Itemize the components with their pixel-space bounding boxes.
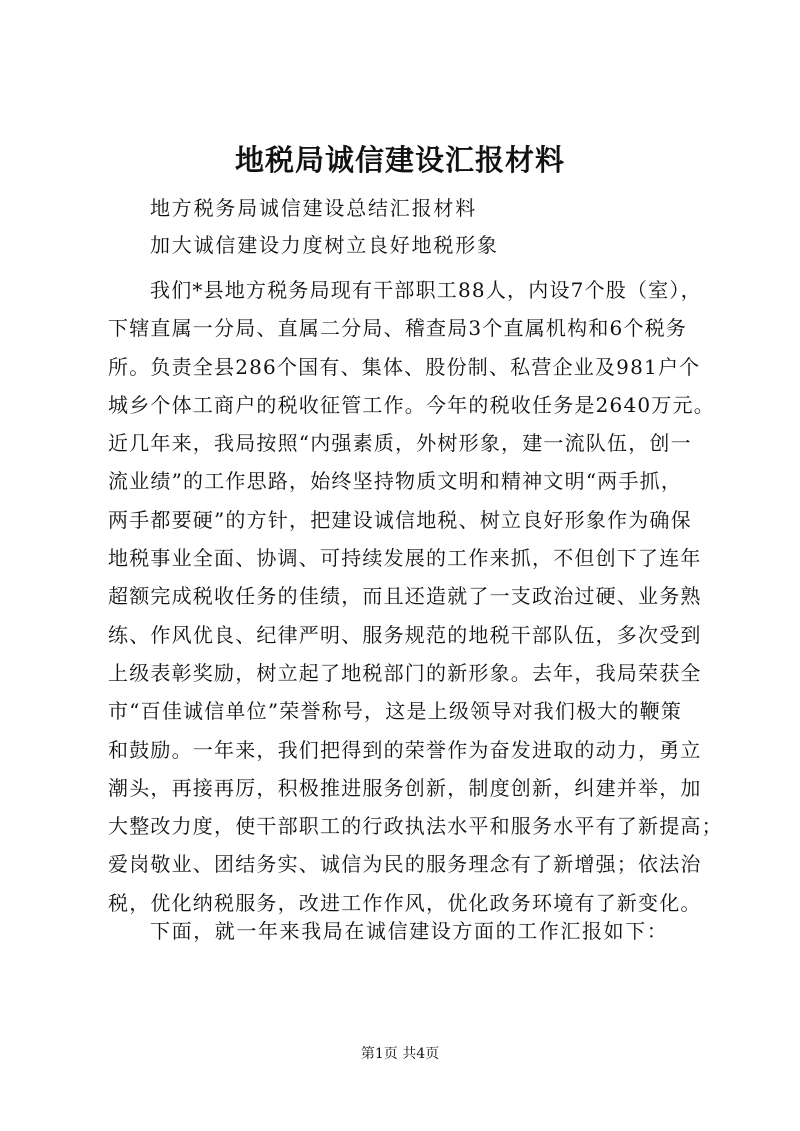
paragraph-line: 上级表彰奖励，树立起了地税部门的新形象。去年，我局荣获全 (108, 660, 702, 685)
page-footer: 第1页 共4页 (360, 1046, 440, 1062)
paragraph-line: 爱岗敬业、团结务实、诚信为民的服务理念有了新增强；依法治 (108, 852, 702, 877)
paragraph-line: 城乡个体工商户的税收征管工作。今年的税收任务是2640万元。 (108, 392, 715, 417)
paragraph-line: 大整改力度，使干部职工的行政执法水平和服务水平有了新提高； (108, 814, 723, 839)
paragraph-line: 流业绩”的工作思路，始终坚持物质文明和精神文明“两手抓， (108, 469, 683, 494)
subtitle-line: 加大诚信建设力度树立良好地税形象 (150, 233, 499, 257)
paragraph-line: 近几年来，我局按照“内强素质，外树形象，建一流队伍，创一 (108, 431, 692, 456)
paragraph-line: 下辖直属一分局、直属二分局、稽查局3个直属机构和6个税务 (108, 316, 688, 341)
paragraph-line: 地税事业全面、协调、可持续发展的工作来抓，不但创下了连年 (108, 546, 702, 571)
subtitle-line: 地方税务局诚信建设总结汇报材料 (150, 196, 477, 220)
paragraph-line: 两手都要硬”的方针，把建设诚信地税、树立良好形象作为确保 (108, 507, 692, 532)
closing-paragraph: 下面，就一年来我局在诚信建设方面的工作汇报如下： (150, 919, 669, 943)
paragraph-line: 我们*县地方税务局现有干部职工88人，内设7个股（室）， (150, 278, 702, 302)
paragraph-line: 税，优化纳税服务，改进工作作风，优化政务环境有了新变化。 (108, 890, 702, 915)
paragraph-line: 和鼓励。一年来，我们把得到的荣誉作为奋发进取的动力，勇立 (108, 737, 702, 762)
paragraph-line: 超额完成税收任务的佳绩，而且还造就了一支政治过硬、业务熟 (108, 584, 702, 609)
paragraph-line: 潮头，再接再厉，积极推进服务创新，制度创新，纠建并举，加 (108, 775, 702, 800)
body-paragraph (108, 271, 723, 922)
document-title: 地税局诚信建设汇报材料 (234, 143, 565, 177)
paragraph-line: 练、作风优良、纪律严明、服务规范的地税干部队伍，多次受到 (108, 622, 702, 647)
paragraph-line: 市“百佳诚信单位”荣誉称号，这是上级领导对我们极大的鞭策 (108, 699, 683, 724)
paragraph-line: 所。负责全县286个国有、集体、股份制、私营企业及981户个 (108, 354, 701, 379)
